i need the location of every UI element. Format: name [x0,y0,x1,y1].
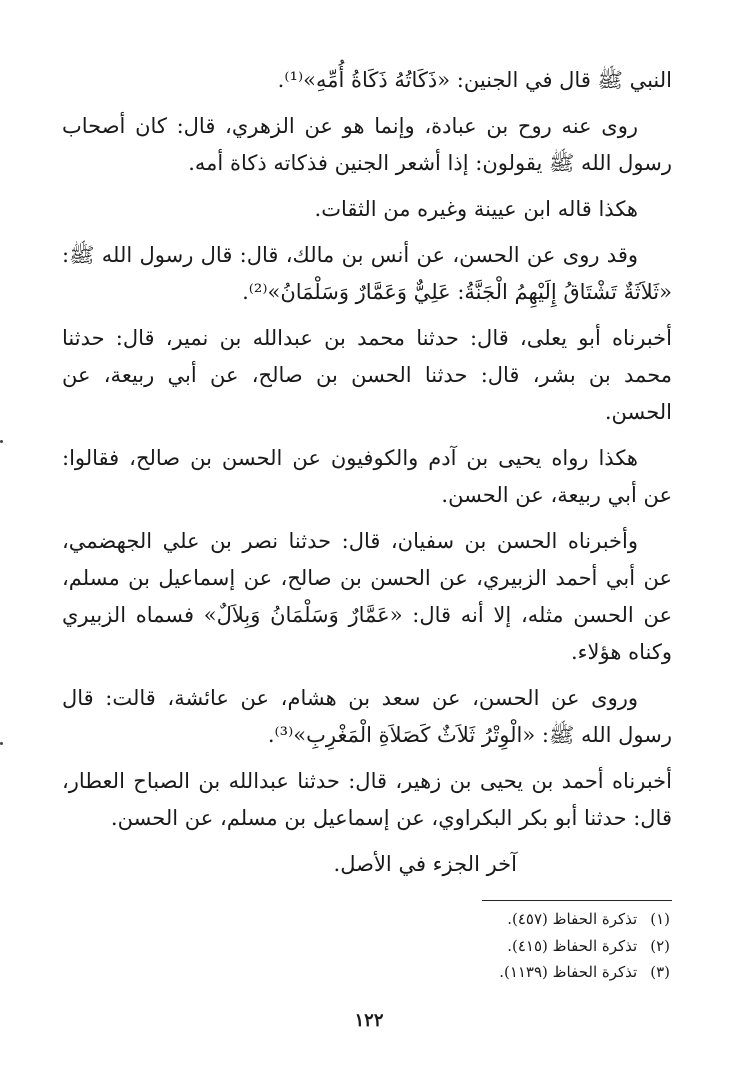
footnote-number: (٣) [650,963,670,981]
footnote-text: تذكرة الحفاظ (٤٥٧). [507,910,638,928]
paragraph-1: النبي ﷺ قال في الجنين: «ذَكَاتُهُ ذَكَاةُ أُمِّهِ»⁽¹⁾. [277,68,672,92]
paragraph-3: هكذا قاله ابن عيينة وغيره من الثقات. [314,197,638,221]
page-body [62,62,672,892]
paragraph-2: روى عنه روح بن عبادة، وإنما هو عن الزهري، قال: كان أصحاب رسول الله ﷺ يقولون: إذا أشعر الجنين فذكاته ذكاة أمه. [62,114,672,175]
footnotes [70,906,670,986]
paragraph-closing: آخر الجزء في الأصل. [333,852,517,876]
footnote-number: (١) [650,910,670,928]
paragraph-7: وأخبرناه الحسن بن سفيان، قال: حدثنا نصر بن علي الجهضمي، عن أبي أحمد الزبيري، عن الحسن بن صالح، عن إسماعيل بن مسلم، عن الحسن مثله، إلا أنه قال: «عَمَّارٌ وَسَلْمَانُ وَبِلاَلٌ» فسماه الزبيري وكناه هؤلاء. [62,529,672,664]
paragraph-8: وروى عن الحسن، عن سعد بن هشام، عن عائشة، قالت: قال رسول الله ﷺ: «الْوِتْرُ ثَلاَثٌ كَصَلاَةِ الْمَغْرِبِ»⁽³⁾. [62,686,672,747]
page-number: ١٢٢ [354,1010,384,1031]
margin-mark [0,440,3,443]
footnote-number: (٢) [650,936,670,955]
footnote-separator [482,900,672,901]
footnote-text: تذكرة الحفاظ (٤١٥). [507,936,638,955]
margin-mark [0,742,3,745]
footnote-text: تذكرة الحفاظ (١١٣٩). [499,963,638,981]
paragraph-4: وقد روى عن الحسن، عن أنس بن مالك، قال: قال رسول الله ﷺ: «ثَلاَثَةٌ تَشْتَاقُ إِلَيْهِمُ الْجَنَّةُ: عَلِيٌّ وَعَمَّارٌ وَسَلْمَانُ»⁽²⁾. [62,243,672,304]
paragraph-9: أخبرناه أحمد بن يحيى بن زهير، قال: حدثنا عبدالله بن الصباح العطار، قال: حدثنا أبو بكر البكراوي، عن إسماعيل بن مسلم، عن الحسن. [62,769,672,830]
footnote-3 [70,959,670,986]
paragraph-5: أخبرناه أبو يعلى، قال: حدثنا محمد بن عبدالله بن نمير، قال: حدثنا محمد بن بشر، قال: حدثنا الحسن بن صالح، عن أبي ربيعة، عن الحسن. [62,326,672,424]
footnote-2 [70,933,670,960]
paragraph-6: هكذا رواه يحيى بن آدم والكوفيون عن الحسن بن صالح، فقالوا: عن أبي ربيعة، عن الحسن. [62,446,672,507]
footnote-1 [70,906,670,933]
